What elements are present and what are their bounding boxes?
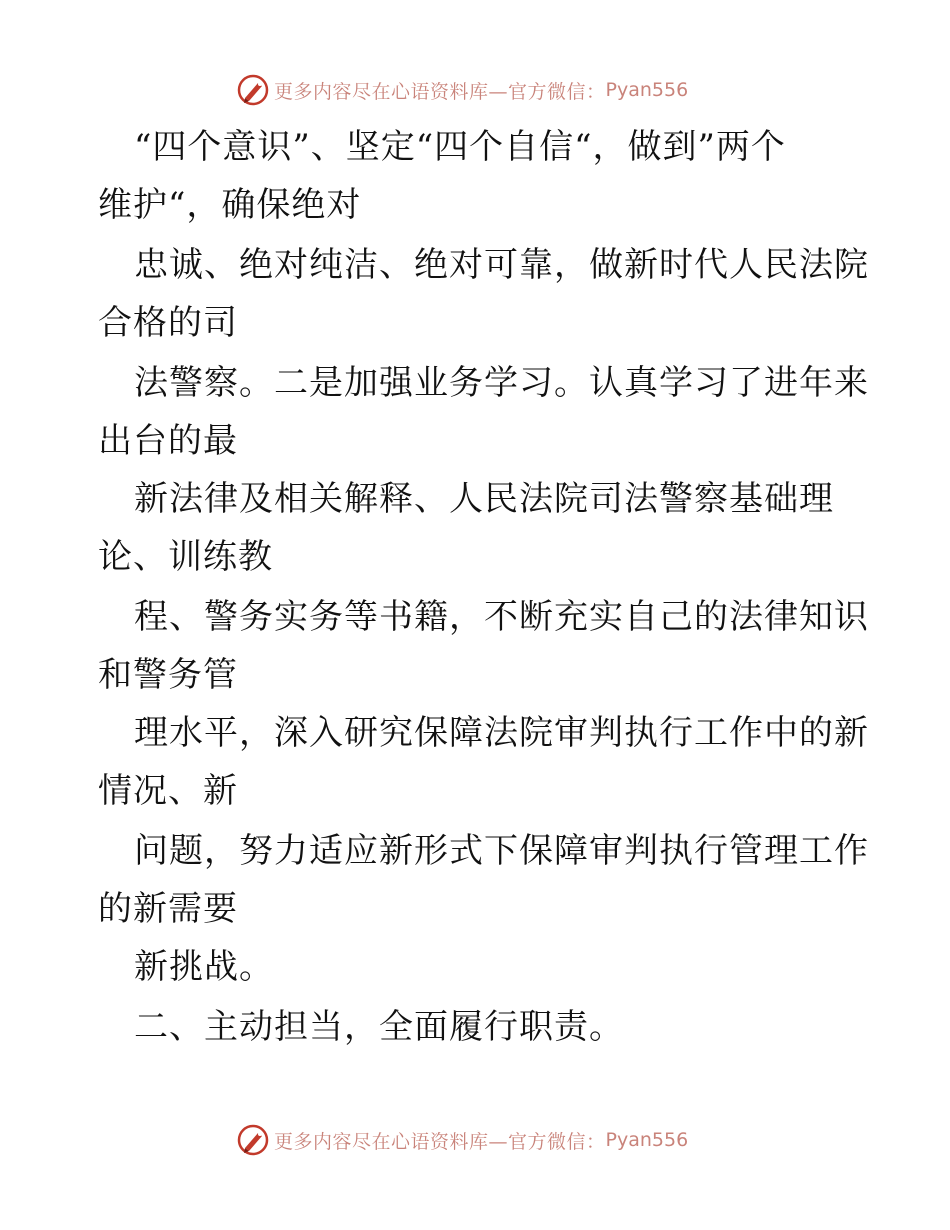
body-line: 新挑战。 — [134, 947, 274, 987]
watermark-text: 更多内容尽在心语资料库—官方微信： — [274, 80, 606, 103]
body-line: “四个意识”、坚定“四个自信“，做到”两个 — [134, 127, 786, 167]
header-watermark — [236, 70, 688, 110]
pen-logo-icon — [236, 73, 270, 107]
body-line: 情况、新 — [98, 771, 238, 811]
body-line: 的新需要 — [98, 889, 238, 929]
body-line: 理水平，深入研究保障法院审判执行工作中的新 — [134, 713, 869, 753]
watermark-contact: Pyan556 — [605, 79, 689, 101]
body-line: 和警务管 — [98, 655, 238, 695]
body-line: 程、警务实务等书籍，不断充实自己的法律知识 — [134, 597, 869, 637]
body-line: 法警察。二是加强业务学习。认真学习了进年来 — [134, 363, 869, 403]
body-line: 出台的最 — [98, 421, 238, 461]
pen-logo-icon — [236, 1123, 270, 1157]
watermark-contact: Pyan556 — [605, 1129, 689, 1151]
section-heading: 二、主动担当，全面履行职责。 — [134, 1007, 624, 1047]
body-line: 问题，努力适应新形式下保障审判执行管理工作 — [134, 831, 869, 871]
body-line: 新法律及相关解释、人民法院司法警察基础理 — [134, 479, 834, 519]
body-line: 合格的司 — [98, 303, 238, 343]
footer-watermark — [236, 1120, 688, 1160]
body-line: 忠诚、绝对纯洁、绝对可靠，做新时代人民法院 — [134, 245, 869, 285]
watermark-text: 更多内容尽在心语资料库—官方微信： — [274, 1130, 606, 1153]
body-line: 维护“，确保绝对 — [98, 185, 362, 225]
body-line: 论、训练教 — [98, 537, 273, 577]
